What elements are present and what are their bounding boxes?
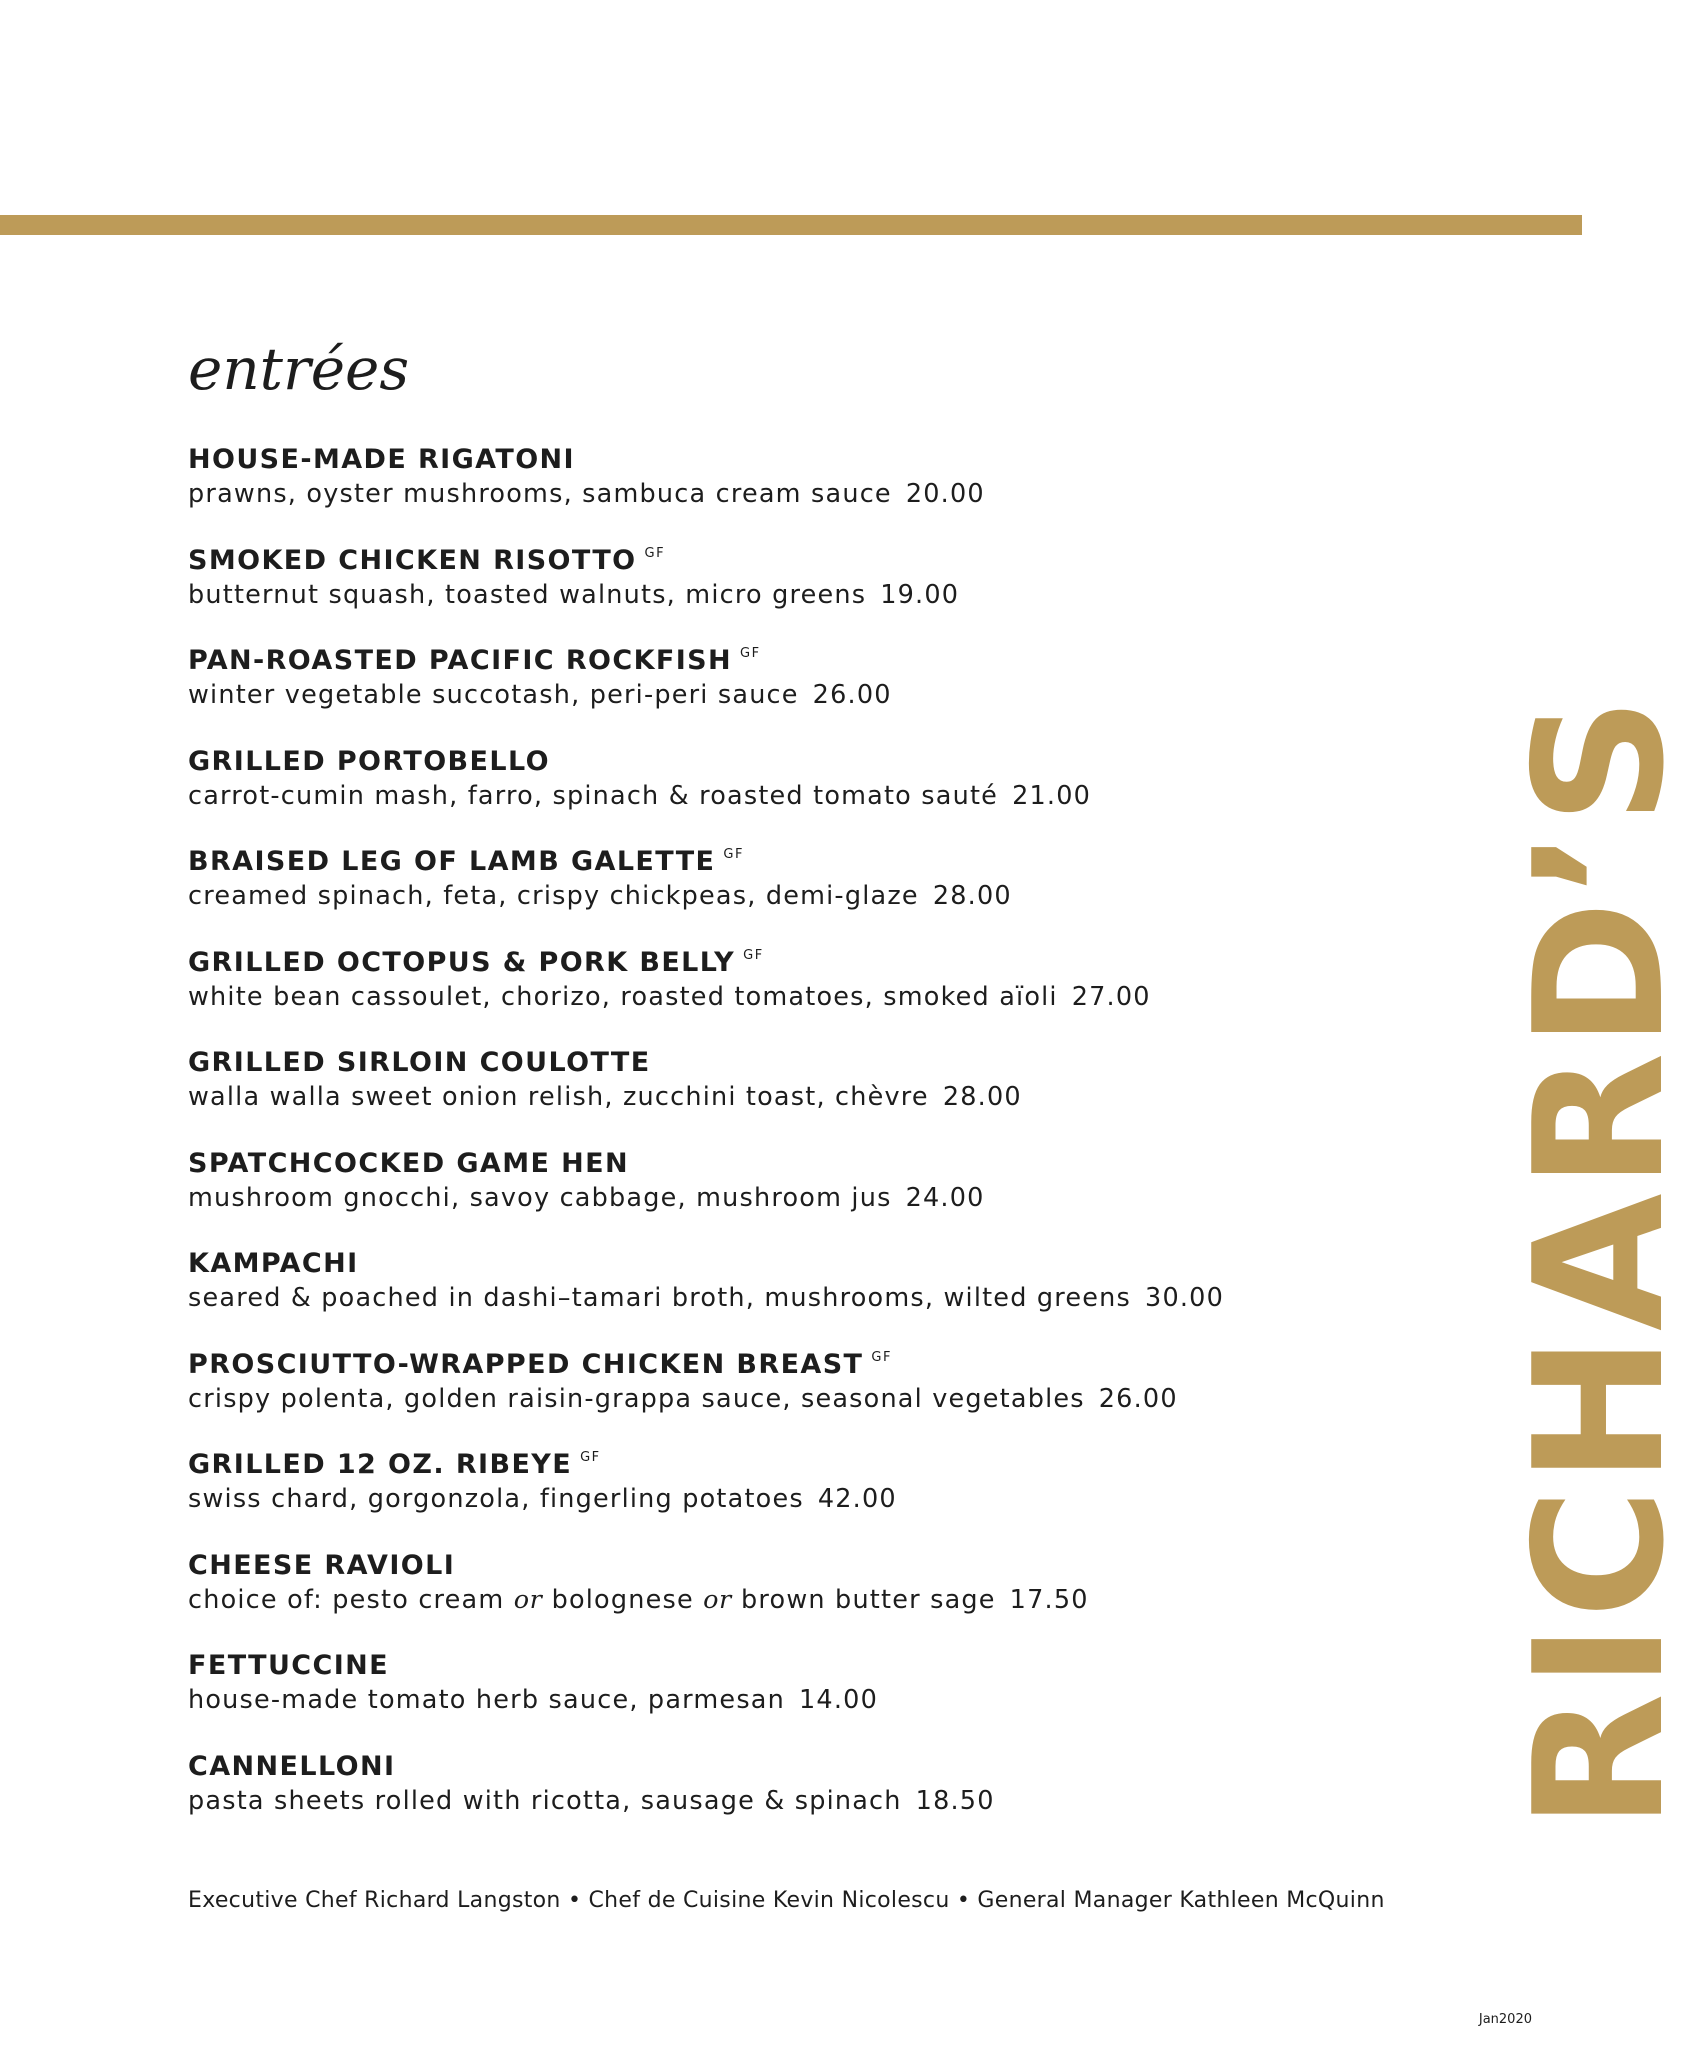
menu-item [188, 1039, 1328, 1140]
or-conjunction: or [513, 1584, 543, 1615]
item-description: crispy polenta, golden raisin-grappa sauce, seasonal vegetables 26.00 [188, 1383, 1178, 1414]
menu-item [188, 537, 1328, 638]
item-description: butternut squash, toasted walnuts, micro greens 19.00 [188, 579, 960, 610]
item-price: 30.00 [1145, 1283, 1225, 1313]
item-name: CHEESE RAVIOLI [188, 1549, 456, 1581]
or-conjunction: or [703, 1584, 732, 1615]
menu-list [188, 436, 1328, 1843]
menu-item [188, 1642, 1328, 1743]
item-price: 18.50 [915, 1785, 995, 1816]
item-name: PROSCIUTTO-WRAPPED CHICKEN BREAST $^{GF}$ [188, 1348, 892, 1380]
menu-item [188, 1743, 1328, 1844]
item-name: BRAISED LEG OF LAMB GALETTE $^{GF}$ [188, 846, 744, 877]
item-name: PAN-ROASTED PACIFIC ROCKFISH $^{GF}$ [188, 645, 761, 676]
item-price: 17.50 [1009, 1584, 1089, 1615]
item-name: GRILLED OCTOPUS & PORK BELLY $^{GF}$ [188, 946, 764, 978]
menu-item [188, 1441, 1328, 1542]
item-price: 26.00 [812, 680, 892, 710]
item-name: FETTUCCINE [188, 1650, 389, 1681]
item-name: HOUSE-MADE RIGATONI [188, 444, 575, 475]
item-price: 24.00 [905, 1182, 985, 1213]
item-description: pasta sheets rolled with ricotta, sausage & spinach 18.50 [188, 1785, 995, 1816]
item-price: 21.00 [1012, 780, 1092, 811]
item-price: 42.00 [817, 1484, 897, 1514]
menu-item [188, 1140, 1328, 1241]
item-name: GRILLED PORTOBELLO [188, 745, 550, 777]
version-code: Jan2020 [1478, 2012, 1532, 2027]
item-description: swiss chard, gorgonzola, fingerling potatoes 42.00 [188, 1484, 897, 1514]
item-name: SPATCHCOCKED GAME HEN [188, 1147, 629, 1179]
menu-item [188, 1341, 1328, 1442]
item-description: house-made tomato herb sauce, parmesan 14.00 [188, 1685, 879, 1715]
brand-logo: RICHARD’S [1496, 692, 1703, 1830]
gluten-free-tag: GF [871, 1349, 892, 1365]
gluten-free-tag: GF [743, 947, 764, 963]
item-description: choice of: pesto cream or bolognese or brown butter sage 17.50 [188, 1584, 1089, 1615]
item-description: creamed spinach, feta, crispy chickpeas, demi-glaze 28.00 [188, 881, 1012, 911]
gluten-free-tag: GF [644, 545, 666, 561]
item-price: 28.00 [932, 881, 1012, 911]
item-description: prawns, oyster mushrooms, sambuca cream sauce 20.00 [188, 479, 985, 509]
item-description: carrot-cumin mash, farro, spinach & roasted tomato sauté 21.00 [188, 780, 1092, 811]
item-description: winter vegetable succotash, peri-peri sauce 26.00 [188, 680, 892, 710]
item-description: walla walla sweet onion relish, zucchini toast, chèvre 28.00 [188, 1082, 1022, 1112]
menu-item [188, 436, 1328, 537]
item-price: 26.00 [1098, 1383, 1178, 1414]
gluten-free-tag: GF [580, 1450, 601, 1465]
menu-item [188, 738, 1328, 839]
menu-item [188, 838, 1328, 939]
item-price: 27.00 [1071, 981, 1151, 1012]
staff-credits: Executive Chef Richard Langston • Chef de Cuisine Kevin Nicolescu • General Manager Kathleen McQuinn [188, 1888, 1385, 1913]
gluten-free-tag: GF [740, 646, 761, 661]
item-description: seared & poached in dashi–tamari broth, mushrooms, wilted greens 30.00 [188, 1283, 1225, 1313]
menu-item [188, 1240, 1328, 1341]
item-price: 19.00 [880, 579, 960, 610]
top-accent-rule [0, 215, 1582, 235]
item-name: GRILLED SIRLOIN COULOTTE [188, 1047, 651, 1078]
section-title: entrées [188, 335, 410, 403]
menu-item [188, 1542, 1328, 1643]
menu-item [188, 637, 1328, 738]
item-price: 14.00 [799, 1685, 879, 1715]
gluten-free-tag: GF [723, 847, 744, 862]
menu-item [188, 939, 1328, 1040]
item-price: 20.00 [905, 479, 985, 509]
item-name: GRILLED 12 OZ. RIBEYE $^{GF}$ [188, 1449, 601, 1480]
item-name: CANNELLONI [188, 1750, 396, 1782]
item-name: SMOKED CHICKEN RISOTTO $^{GF}$ [188, 544, 666, 576]
item-description: mushroom gnocchi, savoy cabbage, mushroom jus 24.00 [188, 1182, 985, 1213]
item-description: white bean cassoulet, chorizo, roasted tomatoes, smoked aïoli 27.00 [188, 981, 1151, 1012]
item-name: KAMPACHI [188, 1248, 359, 1279]
item-price: 28.00 [942, 1082, 1022, 1112]
